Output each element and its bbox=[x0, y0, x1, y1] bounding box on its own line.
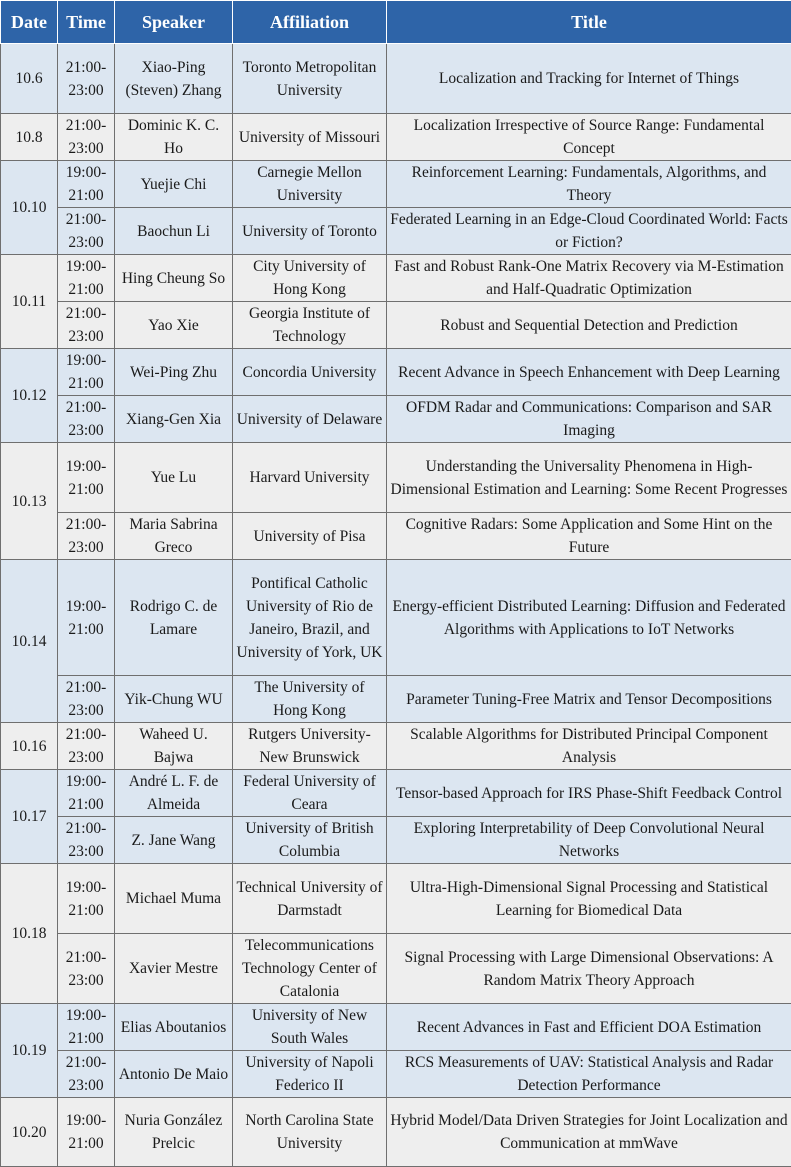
table-row bbox=[1, 255, 791, 302]
table-row bbox=[1, 770, 791, 817]
table-row bbox=[1, 302, 791, 349]
speaker-cell: Hing Cheung So bbox=[115, 255, 233, 302]
time-cell: 19:00-21:00 bbox=[58, 1098, 115, 1167]
speaker-cell: Yik-Chung WU bbox=[115, 676, 233, 723]
affiliation-cell: University of New South Wales bbox=[233, 1004, 387, 1051]
table-row bbox=[1, 723, 791, 770]
title-cell: Fast and Robust Rank-One Matrix Recovery via M-Estimation and Half-Quadratic Optimization bbox=[387, 255, 791, 302]
table-row bbox=[1, 1051, 791, 1098]
time-cell: 19:00-21:00 bbox=[58, 161, 115, 208]
title-cell: Localization Irrespective of Source Range: Fundamental Concept bbox=[387, 114, 791, 161]
table-row bbox=[1, 676, 791, 723]
time-cell: 21:00-23:00 bbox=[58, 513, 115, 560]
header-date: Date bbox=[1, 1, 58, 44]
header-row bbox=[1, 1, 791, 44]
table-row bbox=[1, 1004, 791, 1051]
speaker-cell: Elias Aboutanios bbox=[115, 1004, 233, 1051]
title-cell: Parameter Tuning-Free Matrix and Tensor Decompositions bbox=[387, 676, 791, 723]
table-row bbox=[1, 114, 791, 161]
speaker-cell: Xiao-Ping (Steven) Zhang bbox=[115, 44, 233, 114]
affiliation-cell: City University of Hong Kong bbox=[233, 255, 387, 302]
date-cell: 10.17 bbox=[1, 770, 58, 864]
affiliation-cell: Georgia Institute of Technology bbox=[233, 302, 387, 349]
header-affiliation: Affiliation bbox=[233, 1, 387, 44]
time-cell: 21:00-23:00 bbox=[58, 114, 115, 161]
table-row bbox=[1, 396, 791, 443]
title-cell: Robust and Sequential Detection and Prediction bbox=[387, 302, 791, 349]
affiliation-cell: Federal University of Ceara bbox=[233, 770, 387, 817]
table-row bbox=[1, 817, 791, 864]
header-title: Title bbox=[387, 1, 791, 44]
time-cell: 21:00-23:00 bbox=[58, 723, 115, 770]
time-cell: 19:00-21:00 bbox=[58, 864, 115, 934]
time-cell: 21:00-23:00 bbox=[58, 676, 115, 723]
affiliation-cell: Carnegie Mellon University bbox=[233, 161, 387, 208]
affiliation-cell: Toronto Metropolitan University bbox=[233, 44, 387, 114]
date-cell: 10.16 bbox=[1, 723, 58, 770]
table-row bbox=[1, 934, 791, 1004]
time-cell: 19:00-21:00 bbox=[58, 443, 115, 513]
affiliation-cell: Concordia University bbox=[233, 349, 387, 396]
title-cell: Recent Advances in Fast and Efficient DOA Estimation bbox=[387, 1004, 791, 1051]
table-row bbox=[1, 1098, 791, 1167]
time-cell: 21:00-23:00 bbox=[58, 208, 115, 255]
title-cell: Federated Learning in an Edge-Cloud Coordinated World: Facts or Fiction? bbox=[387, 208, 791, 255]
affiliation-cell: Pontifical Catholic University of Rio de Janeiro, Brazil, and University of York, UK bbox=[233, 560, 387, 676]
date-cell: 10.14 bbox=[1, 560, 58, 723]
speaker-cell: Wei-Ping Zhu bbox=[115, 349, 233, 396]
speaker-cell: Baochun Li bbox=[115, 208, 233, 255]
title-cell: Energy-efficient Distributed Learning: Diffusion and Federated Algorithms with Applications to IoT Networks bbox=[387, 560, 791, 676]
title-cell: Cognitive Radars: Some Application and Some Hint on the Future bbox=[387, 513, 791, 560]
speaker-cell: Dominic K. C. Ho bbox=[115, 114, 233, 161]
speaker-cell: Z. Jane Wang bbox=[115, 817, 233, 864]
speaker-cell: Maria Sabrina Greco bbox=[115, 513, 233, 560]
date-cell: 10.20 bbox=[1, 1098, 58, 1167]
affiliation-cell: Harvard University bbox=[233, 443, 387, 513]
speaker-cell: Yao Xie bbox=[115, 302, 233, 349]
time-cell: 21:00-23:00 bbox=[58, 817, 115, 864]
date-cell: 10.11 bbox=[1, 255, 58, 349]
time-cell: 21:00-23:00 bbox=[58, 1051, 115, 1098]
table-row bbox=[1, 349, 791, 396]
title-cell: Exploring Interpretability of Deep Convolutional Neural Networks bbox=[387, 817, 791, 864]
time-cell: 19:00-21:00 bbox=[58, 1004, 115, 1051]
table-row bbox=[1, 208, 791, 255]
title-cell: Hybrid Model/Data Driven Strategies for Joint Localization and Communication at mmWave bbox=[387, 1098, 791, 1167]
header-speaker: Speaker bbox=[115, 1, 233, 44]
speaker-cell: Xavier Mestre bbox=[115, 934, 233, 1004]
date-cell: 10.18 bbox=[1, 864, 58, 1004]
speaker-cell: Rodrigo C. de Lamare bbox=[115, 560, 233, 676]
affiliation-cell: University of Delaware bbox=[233, 396, 387, 443]
title-cell: RCS Measurements of UAV: Statistical Analysis and Radar Detection Performance bbox=[387, 1051, 791, 1098]
date-cell: 10.10 bbox=[1, 161, 58, 255]
time-cell: 19:00-21:00 bbox=[58, 560, 115, 676]
title-cell: Scalable Algorithms for Distributed Principal Component Analysis bbox=[387, 723, 791, 770]
date-cell: 10.13 bbox=[1, 443, 58, 560]
table-row bbox=[1, 864, 791, 934]
time-cell: 21:00-23:00 bbox=[58, 302, 115, 349]
time-cell: 21:00-23:00 bbox=[58, 44, 115, 114]
speaker-cell: Waheed U. Bajwa bbox=[115, 723, 233, 770]
speaker-cell: Michael Muma bbox=[115, 864, 233, 934]
table-row bbox=[1, 44, 791, 114]
title-cell: Tensor-based Approach for IRS Phase-Shift Feedback Control bbox=[387, 770, 791, 817]
speaker-cell: Nuria González Prelcic bbox=[115, 1098, 233, 1167]
affiliation-cell: University of Pisa bbox=[233, 513, 387, 560]
affiliation-cell: Telecommunications Technology Center of Catalonia bbox=[233, 934, 387, 1004]
table-row bbox=[1, 443, 791, 513]
date-cell: 10.12 bbox=[1, 349, 58, 443]
speaker-cell: André L. F. de Almeida bbox=[115, 770, 233, 817]
affiliation-cell: The University of Hong Kong bbox=[233, 676, 387, 723]
table-row bbox=[1, 560, 791, 676]
header-time: Time bbox=[58, 1, 115, 44]
time-cell: 21:00-23:00 bbox=[58, 396, 115, 443]
title-cell: Reinforcement Learning: Fundamentals, Algorithms, and Theory bbox=[387, 161, 791, 208]
date-cell: 10.6 bbox=[1, 44, 58, 114]
time-cell: 19:00-21:00 bbox=[58, 770, 115, 817]
title-cell: Localization and Tracking for Internet of Things bbox=[387, 44, 791, 114]
affiliation-cell: University of Napoli Federico II bbox=[233, 1051, 387, 1098]
title-cell: Recent Advance in Speech Enhancement with Deep Learning bbox=[387, 349, 791, 396]
speaker-cell: Yue Lu bbox=[115, 443, 233, 513]
title-cell: Ultra-High-Dimensional Signal Processing and Statistical Learning for Biomedical Data bbox=[387, 864, 791, 934]
affiliation-cell: North Carolina State University bbox=[233, 1098, 387, 1167]
speaker-cell: Antonio De Maio bbox=[115, 1051, 233, 1098]
title-cell: OFDM Radar and Communications: Comparison and SAR Imaging bbox=[387, 396, 791, 443]
affiliation-cell: Technical University of Darmstadt bbox=[233, 864, 387, 934]
speaker-cell: Yuejie Chi bbox=[115, 161, 233, 208]
date-cell: 10.19 bbox=[1, 1004, 58, 1098]
speaker-cell: Xiang-Gen Xia bbox=[115, 396, 233, 443]
title-cell: Signal Processing with Large Dimensional Observations: A Random Matrix Theory Approach bbox=[387, 934, 791, 1004]
time-cell: 19:00-21:00 bbox=[58, 349, 115, 396]
time-cell: 21:00-23:00 bbox=[58, 934, 115, 1004]
affiliation-cell: Rutgers University-New Brunswick bbox=[233, 723, 387, 770]
table-row bbox=[1, 161, 791, 208]
date-cell: 10.8 bbox=[1, 114, 58, 161]
table-row bbox=[1, 513, 791, 560]
affiliation-cell: University of Missouri bbox=[233, 114, 387, 161]
title-cell: Understanding the Universality Phenomena in High-Dimensional Estimation and Learning: Some Recent Progresses bbox=[387, 443, 791, 513]
affiliation-cell: University of Toronto bbox=[233, 208, 387, 255]
time-cell: 19:00-21:00 bbox=[58, 255, 115, 302]
affiliation-cell: University of British Columbia bbox=[233, 817, 387, 864]
